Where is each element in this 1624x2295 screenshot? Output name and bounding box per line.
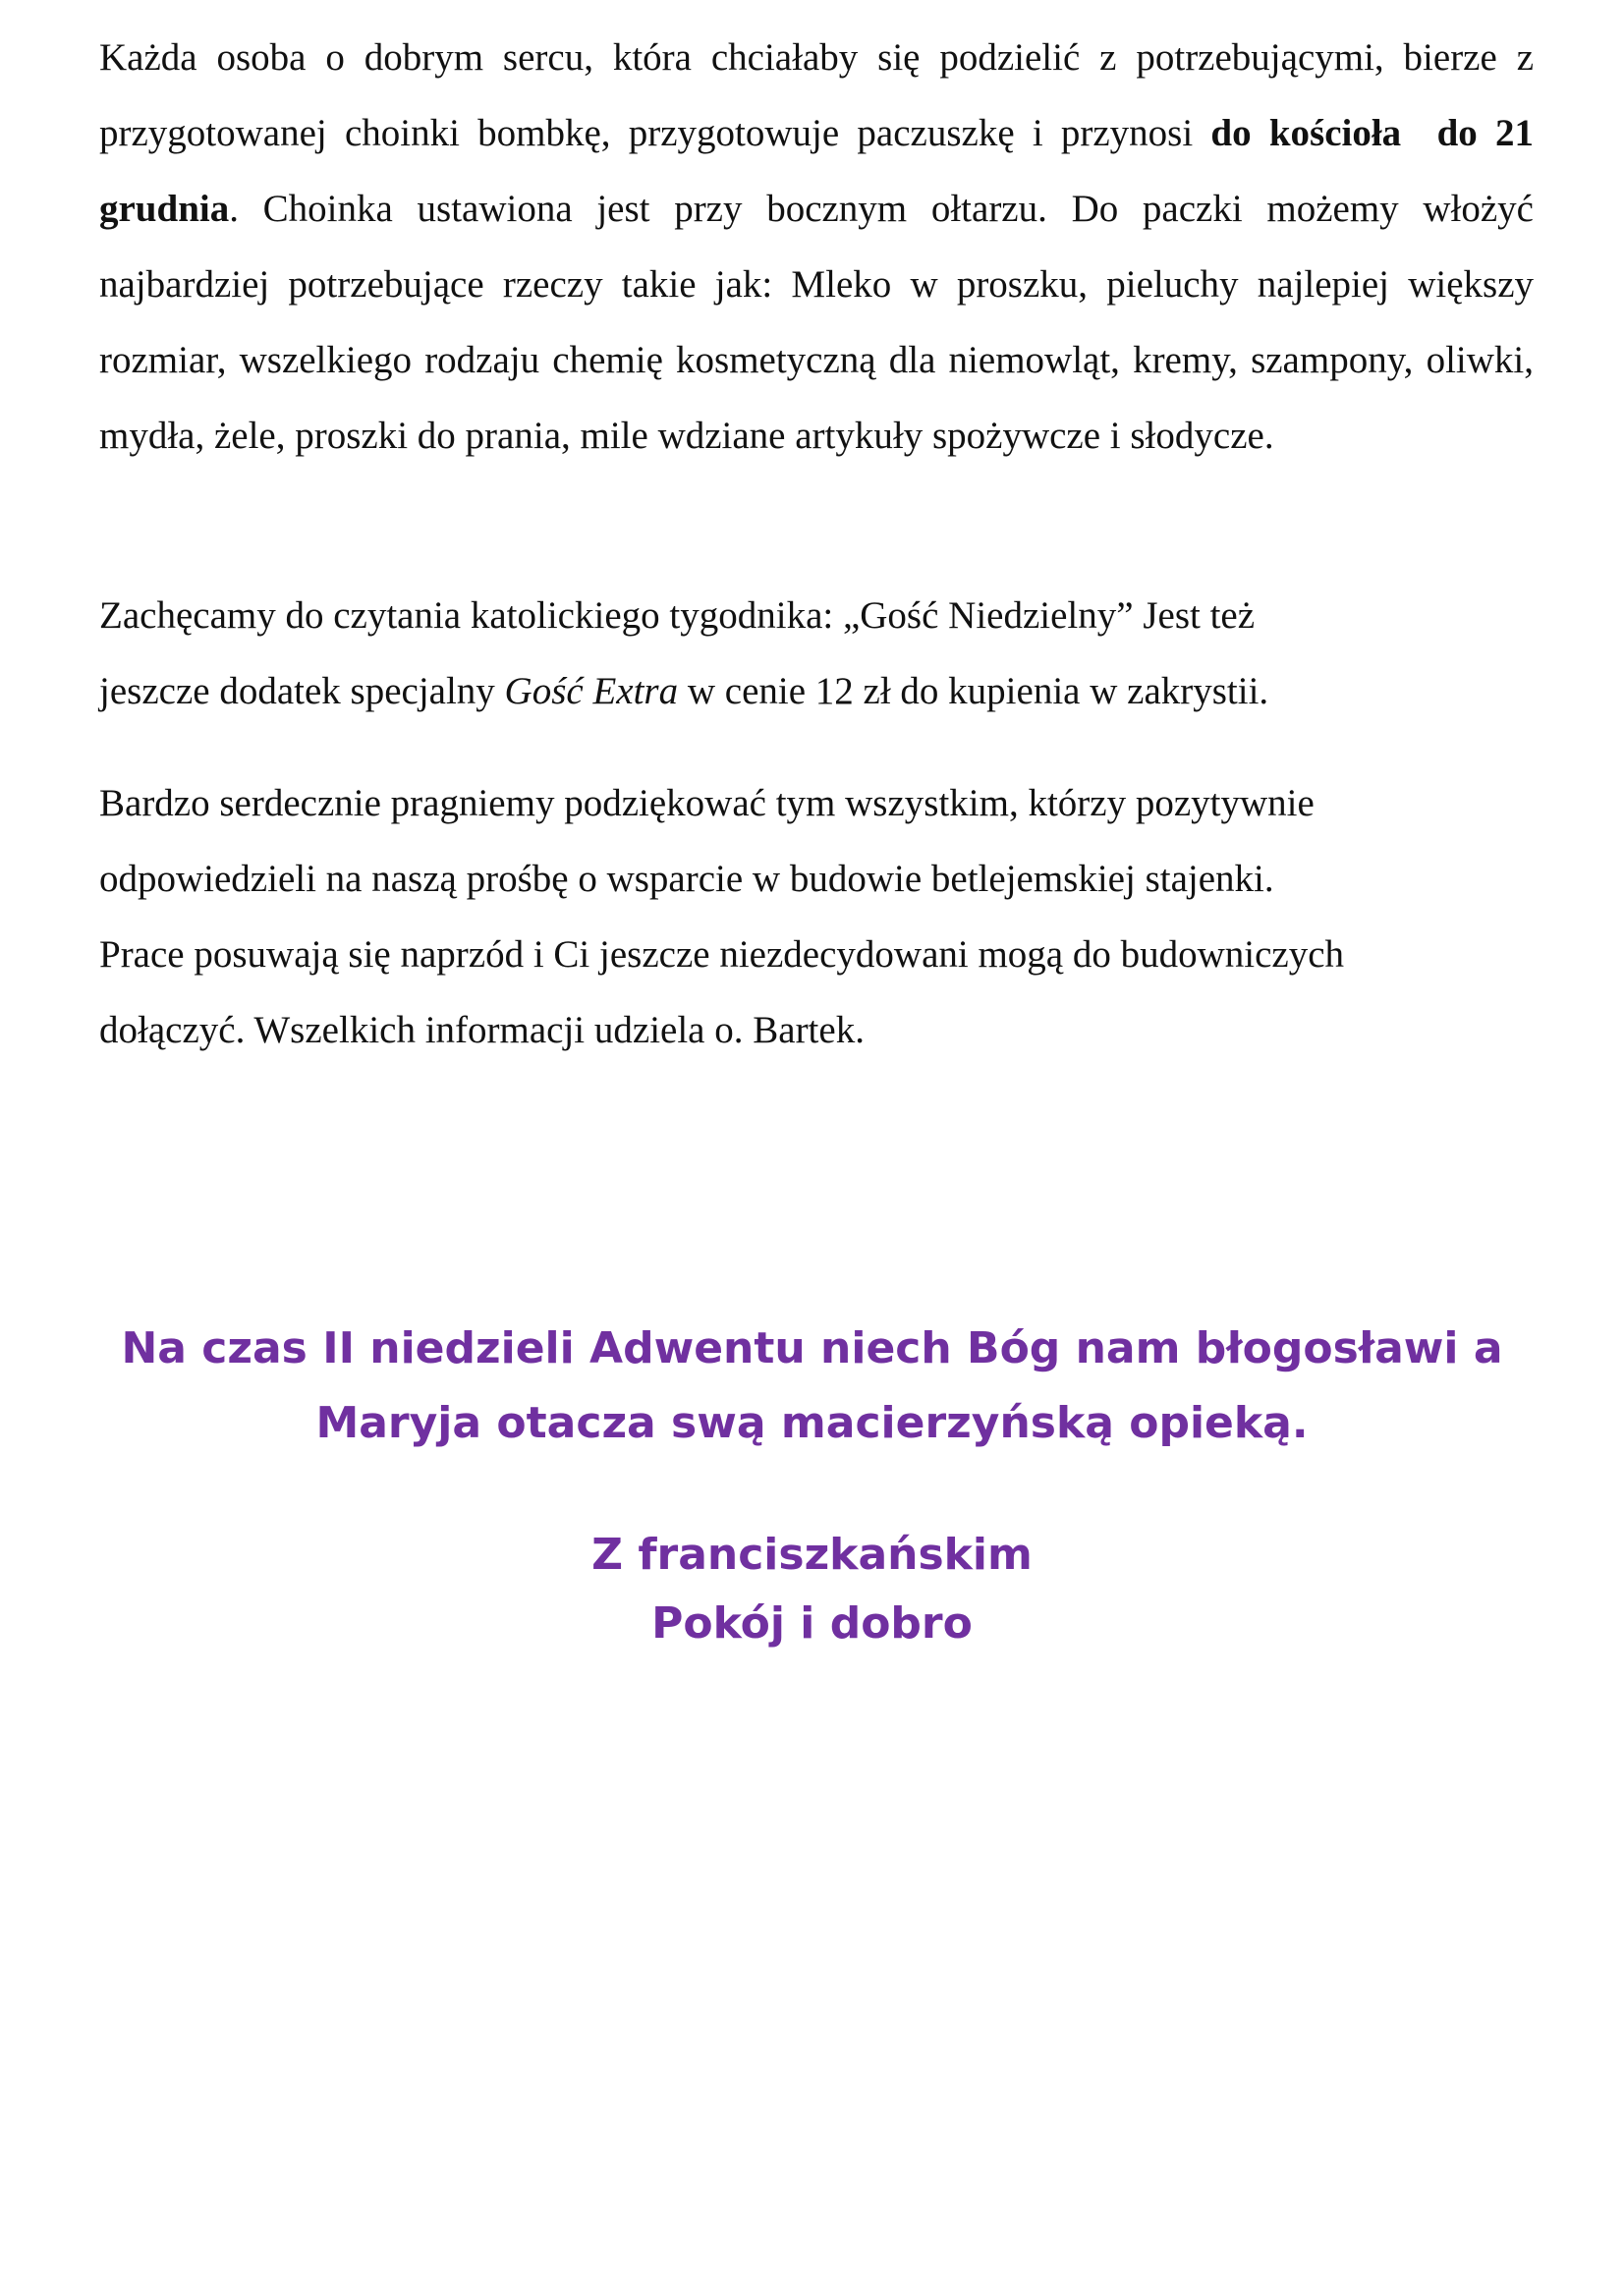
gift-tree-paragraph: [99, 20, 1534, 474]
signoff-line-1: Z franciszkańskim: [591, 1530, 1033, 1580]
advent-blessing-line-2: Maryja otacza swą macierzyńską opieką.: [315, 1398, 1309, 1448]
gift-tree-text-start: Każda osoba o dobrym sercu, która chciałaby się podzielić z potrzebującymi, bierze z przygotowanej choinki bombkę, przygotowuje paczuszkę i przynosi: [99, 36, 1534, 154]
weekly-magazine-line-1: Zachęcamy do czytania katolickiego tygodnika: „Gość Niedzielny” Jest też: [99, 594, 1256, 637]
weekly-magazine-extra-title: Gość Extra: [504, 670, 679, 712]
thanks-line-3: Prace posuwają się naprzód i Ci jeszcze niezdecydowani mogą do budowniczych: [99, 933, 1345, 976]
franciscan-signoff: [0, 1521, 1624, 1658]
weekly-magazine-paragraph: [99, 578, 1534, 729]
advent-blessing: [0, 1312, 1624, 1461]
advent-blessing-line-1: Na czas II niedzieli Adwentu niech Bóg nam błogosławi a: [121, 1323, 1503, 1373]
gift-tree-deadline: do 21 grudnia: [99, 112, 1534, 230]
weekly-magazine-line-2a: jeszcze dodatek specjalny: [99, 670, 505, 712]
thanks-line-2: odpowiedzieli na naszą prośbę o wsparcie w budowie betlejemskiej stajenki.: [99, 858, 1274, 900]
gift-tree-gap: [1401, 112, 1436, 154]
gift-tree-text-end: . Choinka ustawiona jest przy bocznym ołtarzu. Do paczki możemy włożyć najbardziej potrzebujące rzeczy takie jak: Mleko w proszku, pieluchy najlepiej większy rozmiar, wszelkiego rodzaju chemię kosmetyczną dla niemowląt, kremy, szampony, oliwki, mydła, żele, proszki do prania, mile wdziane artykuły spożywcze i słodycze.: [99, 188, 1534, 457]
thanks-line-4: dołączyć. Wszelkich informacji udziela o. Bartek.: [99, 1009, 865, 1051]
thanks-paragraph: [99, 765, 1534, 1068]
weekly-magazine-line-2b: w cenie 12 zł do kupienia w zakrystii.: [678, 670, 1269, 712]
signoff-line-2: Pokój i dobro: [651, 1598, 973, 1649]
gift-tree-place: do kościoła: [1210, 112, 1402, 154]
thanks-line-1: Bardzo serdecznie pragniemy podziękować tym wszystkim, którzy pozytywnie: [99, 782, 1315, 824]
